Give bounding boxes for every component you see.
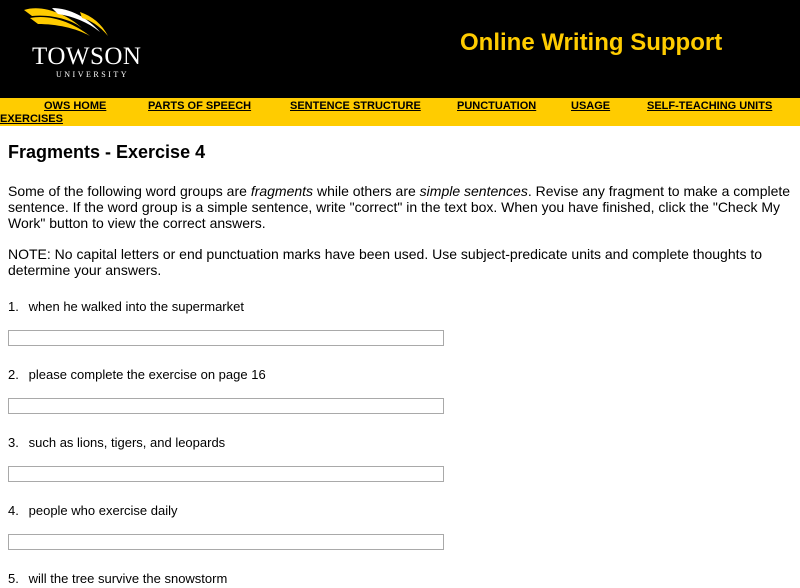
question-text: will the tree survive the snowstorm bbox=[28, 571, 228, 586]
page-title: Fragments - Exercise 4 bbox=[8, 142, 206, 162]
nav-sentence-structure[interactable]: SENTENCE STRUCTURE bbox=[290, 100, 421, 112]
nav-punctuation[interactable]: PUNCTUATION bbox=[457, 100, 537, 112]
towson-university-logo[interactable] bbox=[22, 6, 152, 82]
question-5 bbox=[8, 571, 792, 588]
nav-exercises[interactable]: EXERCISES bbox=[0, 113, 63, 125]
main-nav bbox=[0, 98, 800, 126]
question-number: 1. bbox=[8, 299, 19, 314]
site-title: Online Writing Support bbox=[460, 29, 723, 56]
question-number: 2. bbox=[8, 367, 19, 382]
nav-self-teaching-units[interactable]: SELF-TEACHING UNITS bbox=[647, 100, 773, 112]
logo-subtitle: UNIVERSITY bbox=[56, 70, 129, 79]
question-3 bbox=[8, 435, 792, 482]
question-1 bbox=[8, 299, 792, 346]
answer-input-3[interactable] bbox=[8, 466, 444, 482]
answer-input-4[interactable] bbox=[8, 534, 444, 550]
main-content bbox=[0, 126, 800, 588]
instructions-emphasis: fragments bbox=[250, 183, 314, 199]
nav-ows-home[interactable]: OWS HOME bbox=[44, 100, 107, 112]
instructions-text: . Revise any fragment to make a complete sentence. If the word group is a simple sentence, write "correct" in the text box. When you have finished, click the "Check My Work" button to view the correct answers. bbox=[8, 183, 791, 231]
instructions-text: while others are bbox=[313, 183, 420, 199]
question-text: please complete the exercise on page 16 bbox=[28, 367, 266, 382]
instructions-emphasis: simple sentences bbox=[419, 183, 528, 199]
question-text: when he walked into the supermarket bbox=[28, 299, 244, 314]
question-text: such as lions, tigers, and leopards bbox=[28, 435, 226, 450]
question-4 bbox=[8, 503, 792, 550]
answer-input-1[interactable] bbox=[8, 330, 444, 346]
question-text: people who exercise daily bbox=[28, 503, 178, 518]
question-number: 5. bbox=[8, 571, 19, 586]
tiger-stripe-icon bbox=[22, 6, 112, 42]
nav-parts-of-speech[interactable]: PARTS OF SPEECH bbox=[148, 100, 252, 112]
answer-input-2[interactable] bbox=[8, 398, 444, 414]
instructions-text: Some of the following word groups are bbox=[8, 183, 251, 199]
logo-wordmark: TOWSON bbox=[32, 43, 142, 70]
instructions bbox=[8, 183, 798, 231]
question-number: 3. bbox=[8, 435, 19, 450]
site-header bbox=[0, 0, 800, 98]
nav-usage[interactable]: USAGE bbox=[571, 100, 611, 112]
question-number: 4. bbox=[8, 503, 19, 518]
note: NOTE: No capital letters or end punctuation marks have been used. Use subject-predicate units and complete thoughts to determine your answers. bbox=[8, 246, 763, 278]
question-2 bbox=[8, 367, 792, 414]
